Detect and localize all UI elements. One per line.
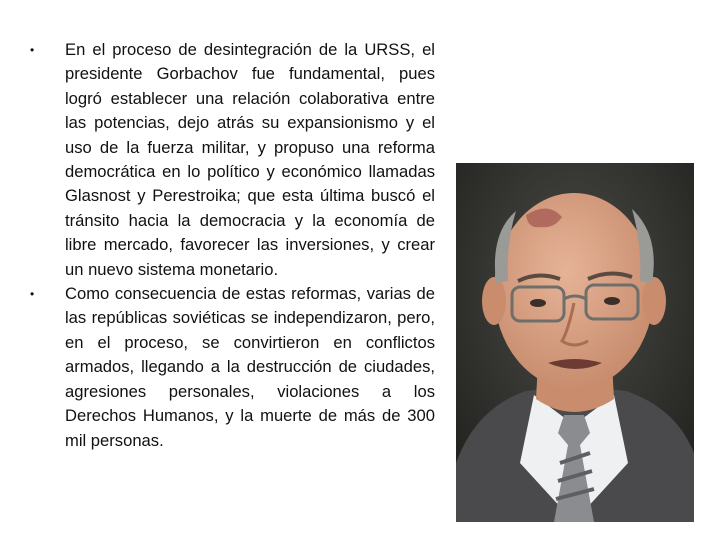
left-ear	[482, 277, 506, 325]
portrait-photo	[456, 163, 694, 522]
bullet-list	[30, 38, 435, 453]
bullet-text: En el proceso de desintegración de la URSS, el presidente Gorbachov fue fundamental, pues logró establecer una relación colaborativa entre las potencias, dejo atrás su expansionismo y el uso de la fuerza militar, y propuso una reforma democrática en lo político y económico llamadas Glasnost y Perestroika; que esta última buscó el tránsito hacia la democracia y la economía de libre mercado, favorecer las inversiones, y crear un nuevo sistema monetario.	[65, 40, 435, 279]
portrait-illustration	[456, 163, 694, 522]
bullet-marker: •	[30, 43, 35, 57]
bullet-marker: •	[30, 287, 35, 302]
right-eye	[604, 297, 620, 305]
bullet-item	[30, 282, 435, 453]
bullet-text: Como consecuencia de estas reformas, varias de las repúblicas soviéticas se independizaron, pero, en el proceso, se convirtieron en conflictos armados, llegando a la destrucción de ciudades, agresiones personales, violaciones a los Derechos Humanos, y la muerte de más de 300 mil personas.	[65, 284, 435, 450]
left-eye	[530, 299, 546, 307]
bullet-item	[30, 38, 435, 282]
right-ear	[642, 277, 666, 325]
